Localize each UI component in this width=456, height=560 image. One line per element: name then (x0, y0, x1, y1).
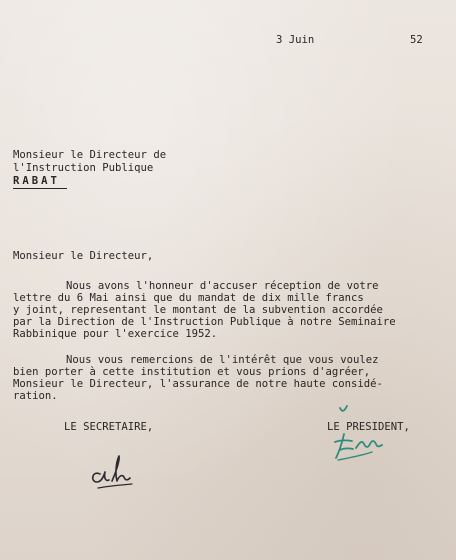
recipient-city-underline (13, 188, 67, 189)
paragraph-2-line-3: Monsieur le Directeur, l'assurance de notre haute considé- (13, 378, 383, 390)
secretary-label: LE SECRETAIRE, (64, 421, 154, 433)
president-signature (326, 396, 398, 468)
recipient-line-2: l'Instruction Publique (13, 162, 154, 174)
letter-date: 3 Juin (276, 34, 315, 46)
paragraph-1-line-1: Nous avons l'honneur d'accuser réception de votre (66, 280, 379, 292)
secretary-signature (86, 448, 148, 494)
letter-year: 52 (410, 34, 423, 46)
paragraph-1-line-4: par la Direction de l'Instruction Publique à notre Seminaire (13, 316, 396, 328)
paragraph-1-line-2: lettre du 6 Mai ainsi que du mandat de dix mille francs (13, 292, 364, 304)
president-label: LE PRESIDENT, (327, 421, 410, 433)
paragraph-2-line-2: bien porter à cette institution et vous prions d'agréer, (13, 366, 371, 378)
recipient-city: RABAT (13, 175, 60, 187)
salutation: Monsieur le Directeur, (13, 250, 154, 262)
paragraph-2-line-4: ration. (13, 390, 58, 402)
paragraph-1-line-3: y joint, representant le montant de la subvention accordée (13, 304, 383, 316)
paragraph-1-line-5: Rabbinique pour l'exercice 1952. (13, 328, 218, 340)
paragraph-2-line-1: Nous vous remercions de l'intérêt que vous voulez (66, 354, 379, 366)
recipient-line-1: Monsieur le Directeur de (13, 149, 167, 161)
